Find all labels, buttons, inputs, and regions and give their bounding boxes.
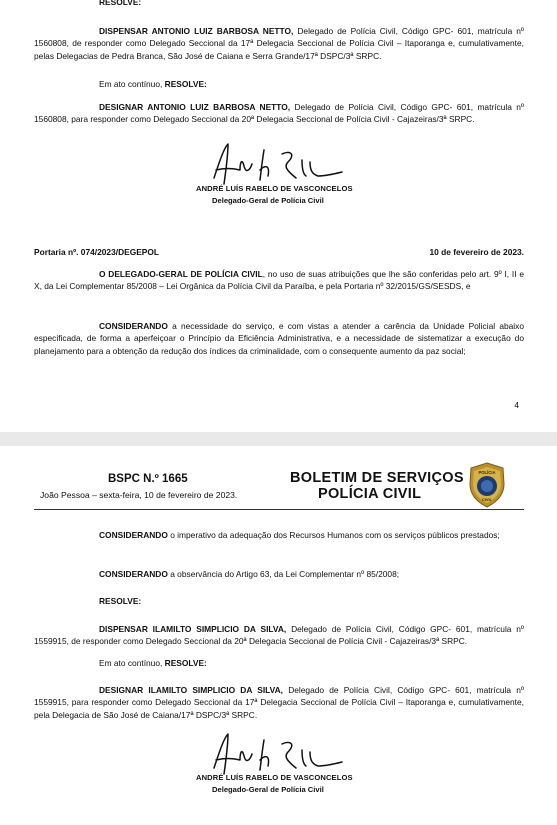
bspc-number: BSPC N.º 1665: [108, 473, 188, 485]
continuo-line-2: Em ato contínuo, RESOLVE:: [99, 658, 207, 668]
badge-text-top: POLÍCIA: [478, 470, 496, 475]
paragraph-dispensar-antonio: DISPENSAR ANTONIO LUIZ BARBOSA NETTO, Delegado de Polícia Civil, Código GPC- 601, matrícula nº 1560808, de responder como Delegado Seccional da 17ª Delegacia Seccional de Polícia Civil – Itaporanga e, cumulativamente, pelas Delegacias de Pedra Branca, São José de Caiana e Serra Grande/17ª DSPC/3ª SRPC.: [34, 26, 524, 61]
paragraph-designar-ilamilto: DESIGNAR ILAMILTO SIMPLICIO DA SILVA, Delegado de Polícia Civil, Código GPC- 601, matrícula nº 1559915, para responder como Delegado Seccional da 17ª Delegacia Seccional de Polícia Civil – Itaporanga e, cumulativamente, pela Delegacia de São José de Caiana/17ª DSPC/3ª SRPC.: [34, 685, 524, 720]
header-date: João Pessoa – sexta-feira, 10 de fevereiro de 2023.: [40, 490, 238, 500]
header-title: BOLETIM DE SERVIÇOS: [290, 470, 464, 486]
header-rule: [34, 509, 524, 510]
signature-role: Delegado-Geral de Polícia Civil: [212, 196, 324, 205]
signature-name-2: ANDRÉ LUÍS RABELO DE VASCONCELOS: [196, 773, 353, 782]
police-badge-icon: [467, 462, 507, 508]
resolve-heading: RESOLVE:: [99, 0, 142, 7]
resolve-heading-2: RESOLVE:: [99, 596, 142, 606]
paragraph-delegado-geral: O DELEGADO-GERAL DE POLÍCIA CIVIL, no uso de suas atribuições que lhe são conferidas pelo art. 9º I, II e X, da Lei Complementar 85/2008 – Lei Orgânica da Polícia Civil da Paraíba, e pela Portaria nº 32/2015/GS/SESDS, e: [34, 269, 524, 292]
header-subtitle: POLÍCIA CIVIL: [318, 486, 422, 502]
paragraph-considerando-3: CONSIDERANDO a observância do Artigo 63, da Lei Complementar nº 85/2008;: [99, 569, 400, 579]
portaria-date: 10 de fevereiro de 2023.: [429, 247, 524, 257]
signature-name: ANDRÉ LUÍS RABELO DE VASCONCELOS: [196, 184, 353, 193]
signature-role-2: Delegado-Geral de Polícia Civil: [212, 785, 324, 794]
badge-text-bottom: CIVIL: [481, 497, 493, 502]
portaria-number: Portaria nº. 074/2023/DEGEPOL: [34, 247, 160, 257]
page-separator: [0, 432, 557, 446]
paragraph-considerando-1: CONSIDERANDO a necessidade do serviço, e com vistas a atender a carência da Unidade Policial abaixo especificada, de forma a aperfeiçoar o Princípio da Eficiência Administrativa, e a necessidade de sistematizar a execução do planejamento para a obtenção da redução dos índices da criminalidade, com o consequente aumento da paz social;: [34, 321, 524, 356]
paragraph-dispensar-ilamilto: DISPENSAR ILAMILTO SIMPLICIO DA SILVA, Delegado de Polícia Civil, Código GPC- 601, matrícula nº 1559915, de responder como Delegado Seccional da 20ª Delegacia Seccional de Polícia Civil - Cajazeiras/3ª SRPC.: [34, 624, 524, 647]
paragraph-designar-antonio: DESIGNAR ANTONIO LUIZ BARBOSA NETTO, Delegado de Polícia Civil, Código GPC- 601, matrícula nº 1560808, para responder como Delegado Seccional da 20ª Delegacia Seccional de Polícia Civil - Cajazeiras/3ª SRPC.: [34, 102, 524, 125]
handwritten-signature: [206, 140, 346, 188]
handwritten-signature-2: [206, 730, 346, 778]
page-number: 4: [514, 400, 519, 410]
continuo-line: Em ato contínuo, RESOLVE:: [99, 79, 207, 89]
paragraph-considerando-2: CONSIDERANDO o imperativo da adequação dos Recursos Humanos com os serviços públicos prestados;: [99, 530, 500, 540]
